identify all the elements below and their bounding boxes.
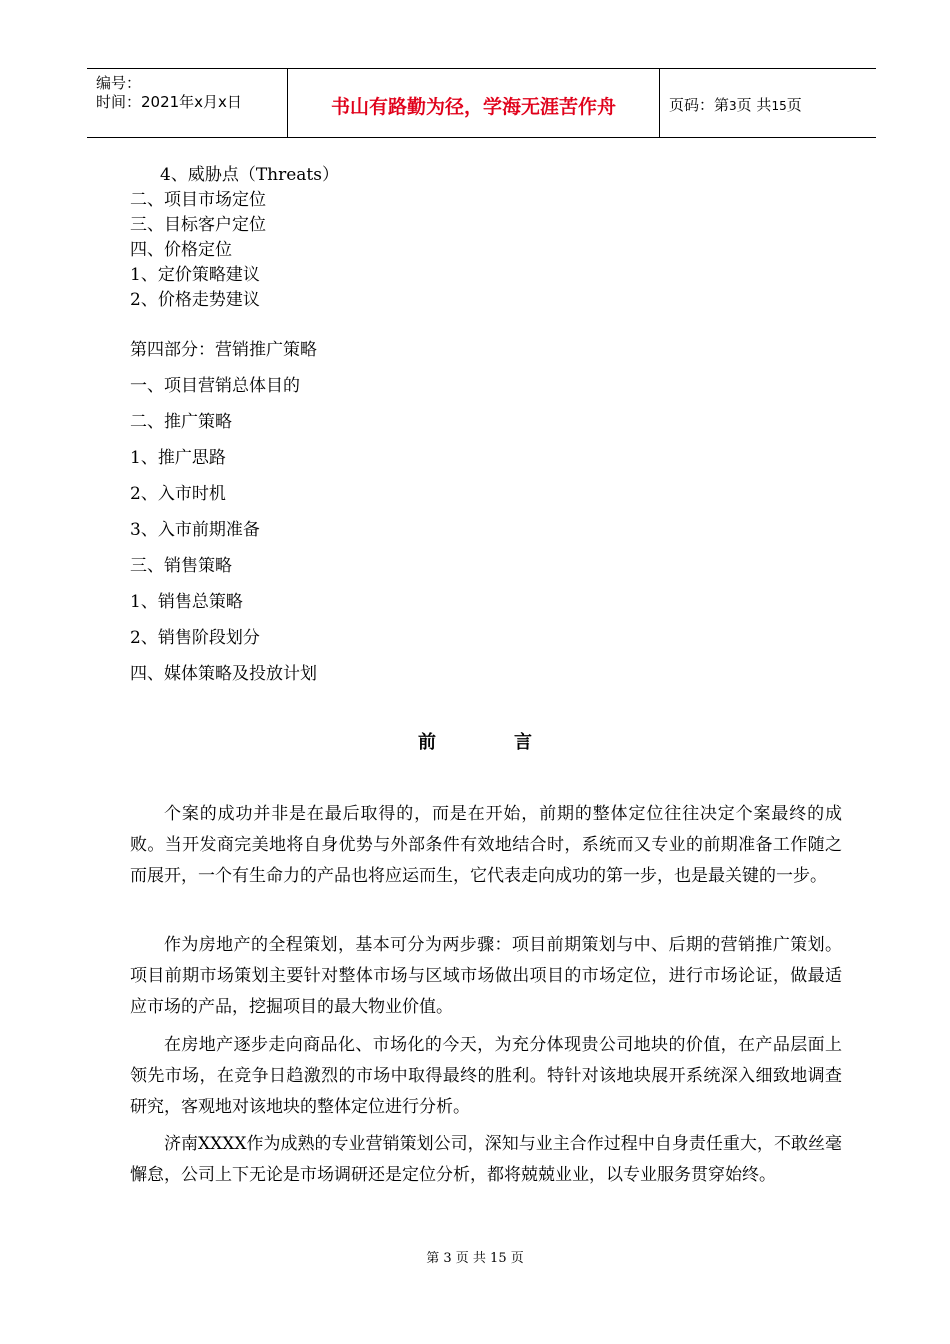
outline-item: 三、销售策略 [130, 556, 232, 576]
outline-item: 一、项目营销总体目的 [130, 376, 300, 396]
preface-paragraph: 作为房地产的全程策划，基本可分为两步骤：项目前期策划与中、后期的营销推广策划。项目前期市场策划主要针对整体市场与区域市场做出项目的市场定位，进行市场论证，做最适应市场的产品，挖掘项目的最大物业价值。 [130, 935, 842, 1017]
outline-item: 二、推广策略 [130, 412, 232, 432]
preface-title-left: 前 [418, 732, 436, 753]
preface-paragraph: 在房地产逐步走向商品化、市场化的今天，为充分体现贵公司地块的价值，在产品层面上领先市场，在竞争日趋激烈的市场中取得最终的胜利。特针对该地块展开系统深入细致地调查研究，客观地对该地块的整体定位进行分析。 [130, 1035, 842, 1117]
outline-item: 1、销售总策略 [130, 592, 243, 612]
outline-item: 2、销售阶段划分 [130, 628, 260, 648]
serial-label: 编号： [96, 74, 142, 92]
outline-item: 2、入市时机 [130, 484, 226, 504]
outline-item: 1、定价策略建议 [130, 265, 260, 285]
outline-item: 四、媒体策略及投放计划 [130, 664, 317, 684]
preface-paragraph: 个案的成功并非是在最后取得的，而是在开始，前期的整体定位往往决定个案最终的成败。当开发商完美地将自身优势与外部条件有效地结合时，系统而又专业的前期准备工作随之而展开，一个有生命力的产品也将应运而生，它代表走向成功的第一步，也是最关键的一步。 [130, 804, 842, 886]
page-footer: 第 3 页 共 15 页 [426, 1251, 524, 1266]
header-info-cell [87, 69, 287, 137]
page-code-mid: 页 共 [736, 96, 772, 114]
time-label: 时间：2021年x月x日 [96, 93, 242, 111]
outline-item: 三、目标客户定位 [130, 215, 266, 235]
outline-item: 四、价格定位 [130, 240, 232, 260]
header-motto-cell [287, 69, 660, 137]
page-code-suffix: 页 [786, 96, 802, 114]
page-header [87, 68, 876, 138]
motto: 书山有路勤为径，学海无涯苦作舟 [330, 96, 616, 118]
page-code [669, 94, 802, 115]
outline-item: 2、价格走势建议 [130, 290, 260, 310]
page-total: 15 [771, 99, 787, 113]
outline-item: 1、推广思路 [130, 448, 226, 468]
page-current: 3 [729, 99, 737, 113]
header-page-cell [660, 69, 876, 137]
page-code-prefix: 页码：第 [669, 96, 730, 114]
outline-item: 二、项目市场定位 [130, 190, 266, 210]
preface-title [0, 728, 950, 754]
outline-heading: 第四部分：营销推广策略 [130, 340, 317, 360]
preface-title-right: 言 [514, 732, 532, 753]
outline-item: 3、入市前期准备 [130, 520, 260, 540]
outline-item: 4、威胁点（Threats） [160, 165, 339, 185]
preface-paragraph: 济南XXXX作为成熟的专业营销策划公司，深知与业主合作过程中自身责任重大，不敢丝毫懈怠，公司上下无论是市场调研还是定位分析，都将兢兢业业，以专业服务贯穿始终。 [130, 1134, 842, 1185]
